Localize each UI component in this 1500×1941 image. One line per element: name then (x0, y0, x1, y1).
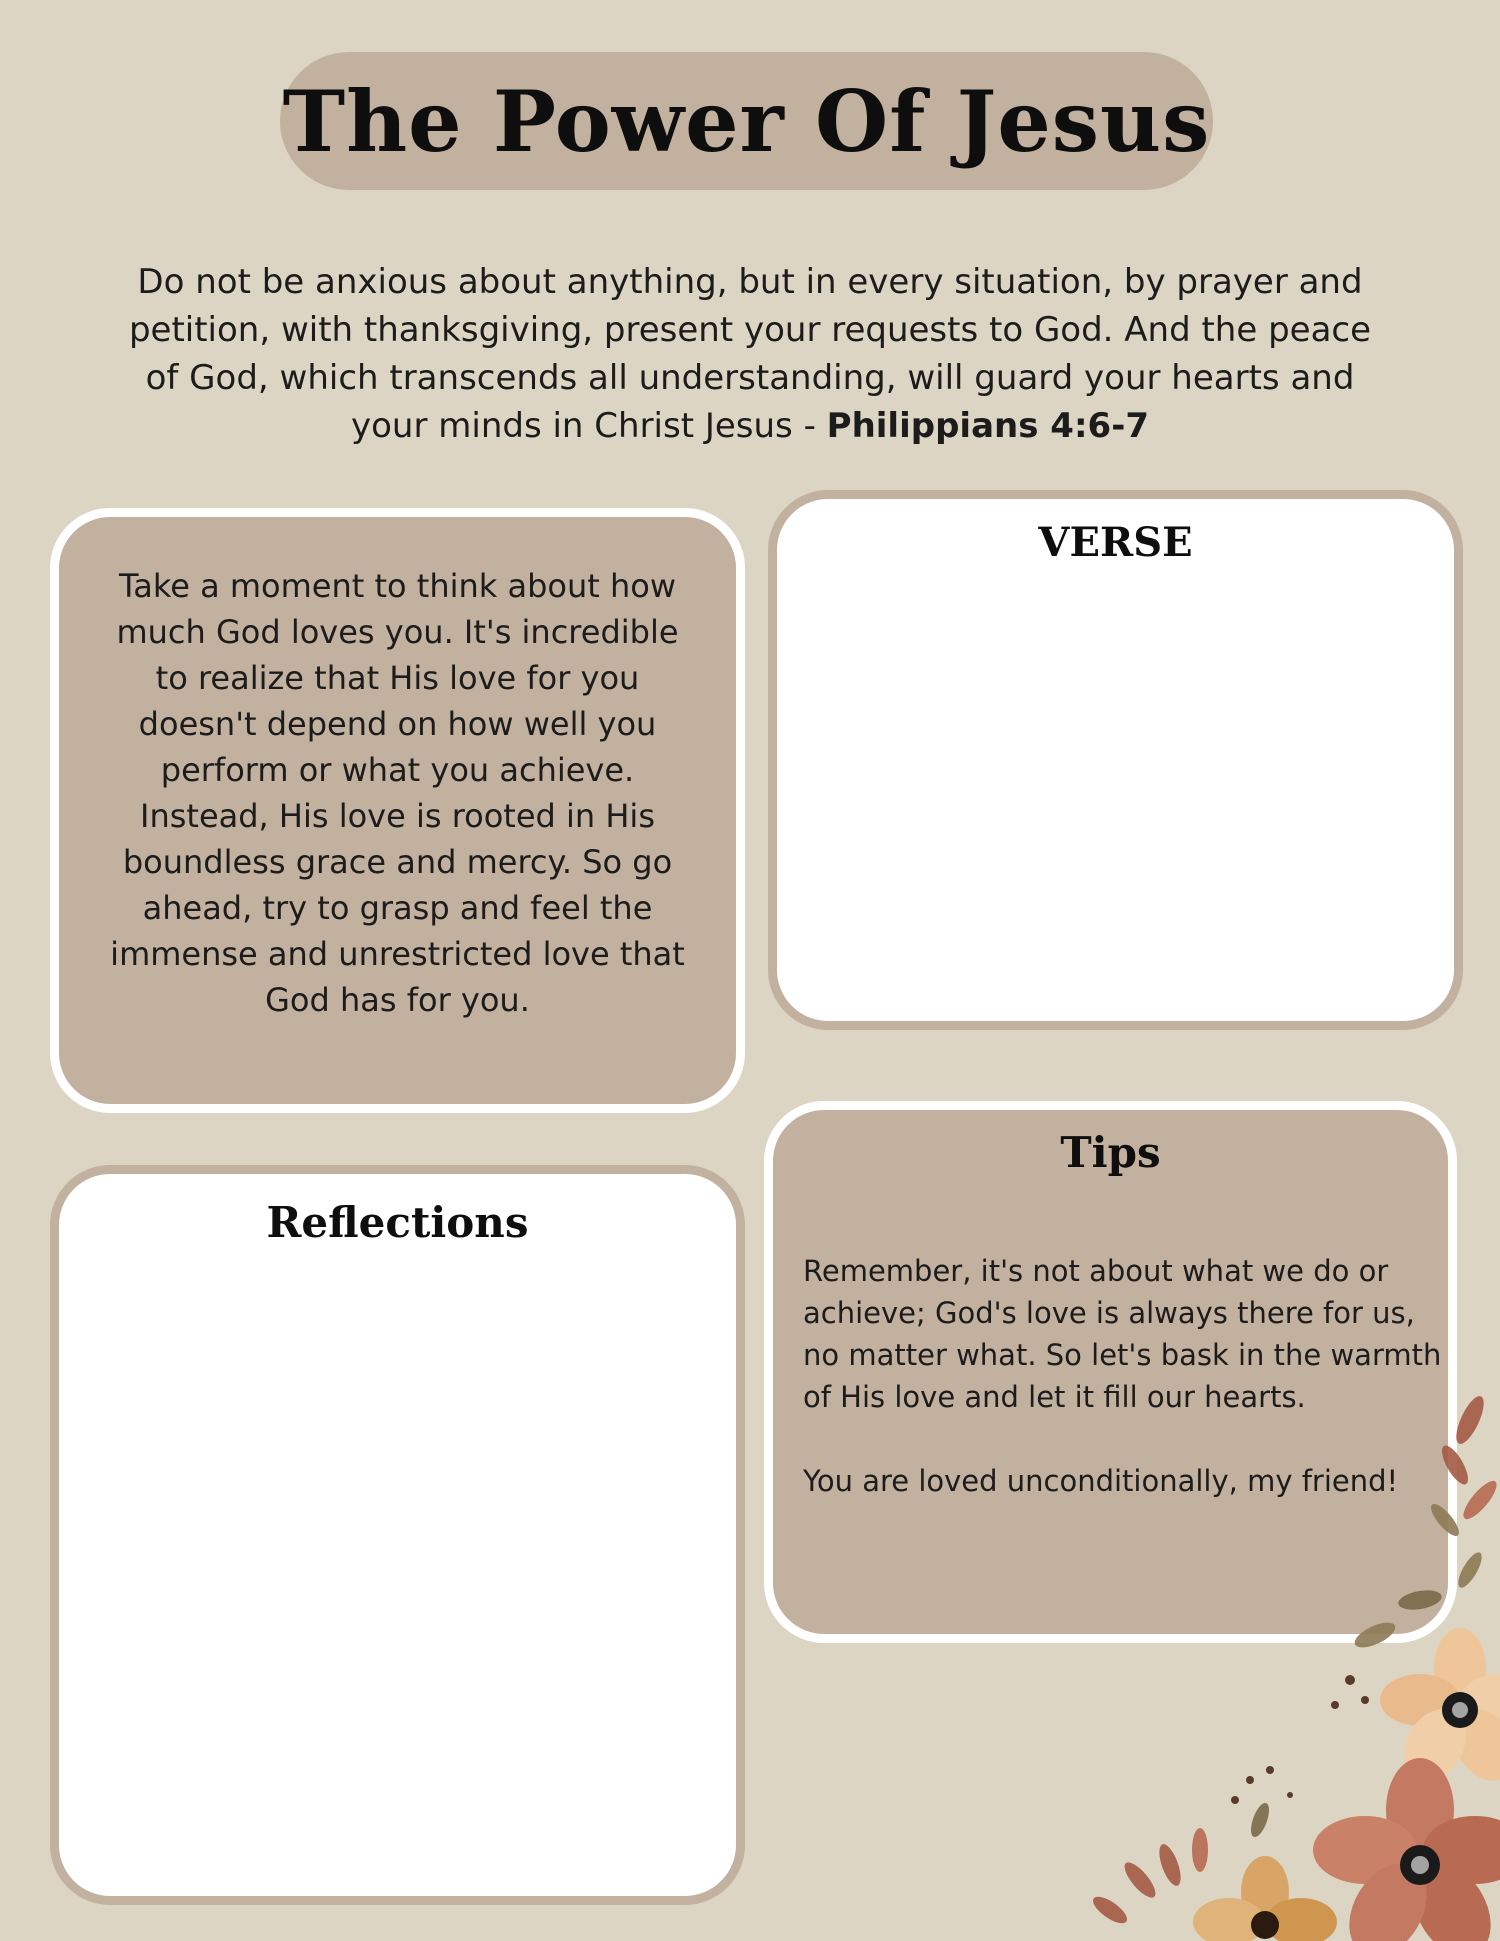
tips-closing: You are loved unconditionally, my friend! (803, 1464, 1399, 1498)
love-reflection-card (50, 508, 745, 1113)
scripture-reference: Philippians 4:6-7 (826, 406, 1149, 446)
reflections-title: Reflections (266, 1198, 529, 1247)
scripture-text: Do not be anxious about anything, but in every situation, by prayer and petition, with thanksgiving, present your requests to God. And the peace of God, which transcends all understanding, will guard your hearts and your minds in Christ Jesus - (128, 262, 1372, 446)
verse-title: VERSE (1038, 519, 1193, 566)
tips-title: Tips (1060, 1128, 1161, 1177)
scripture-quote (110, 258, 1390, 450)
reflections-card (50, 1165, 745, 1905)
floral-decoration-icon (1000, 1380, 1500, 1941)
verse-card (768, 490, 1463, 1030)
love-reflection-text: Take a moment to think about how much God loves you. It's incredible to realize that His love for you doesn't depend on how well you perform or what you achieve. Instead, His love is rooted in His boundless grace and mercy. So go ahead, try to grasp and feel the immense and unrestricted love that God has for you. (110, 567, 685, 1019)
tips-paragraph: Remember, it's not about what we do or achieve; God's love is always there for us, no matter what. So let's bask in the warmth of His love and let it fill our hearts. (803, 1254, 1442, 1414)
page-title: The Power Of Jesus (282, 71, 1211, 171)
title-banner (280, 52, 1213, 190)
